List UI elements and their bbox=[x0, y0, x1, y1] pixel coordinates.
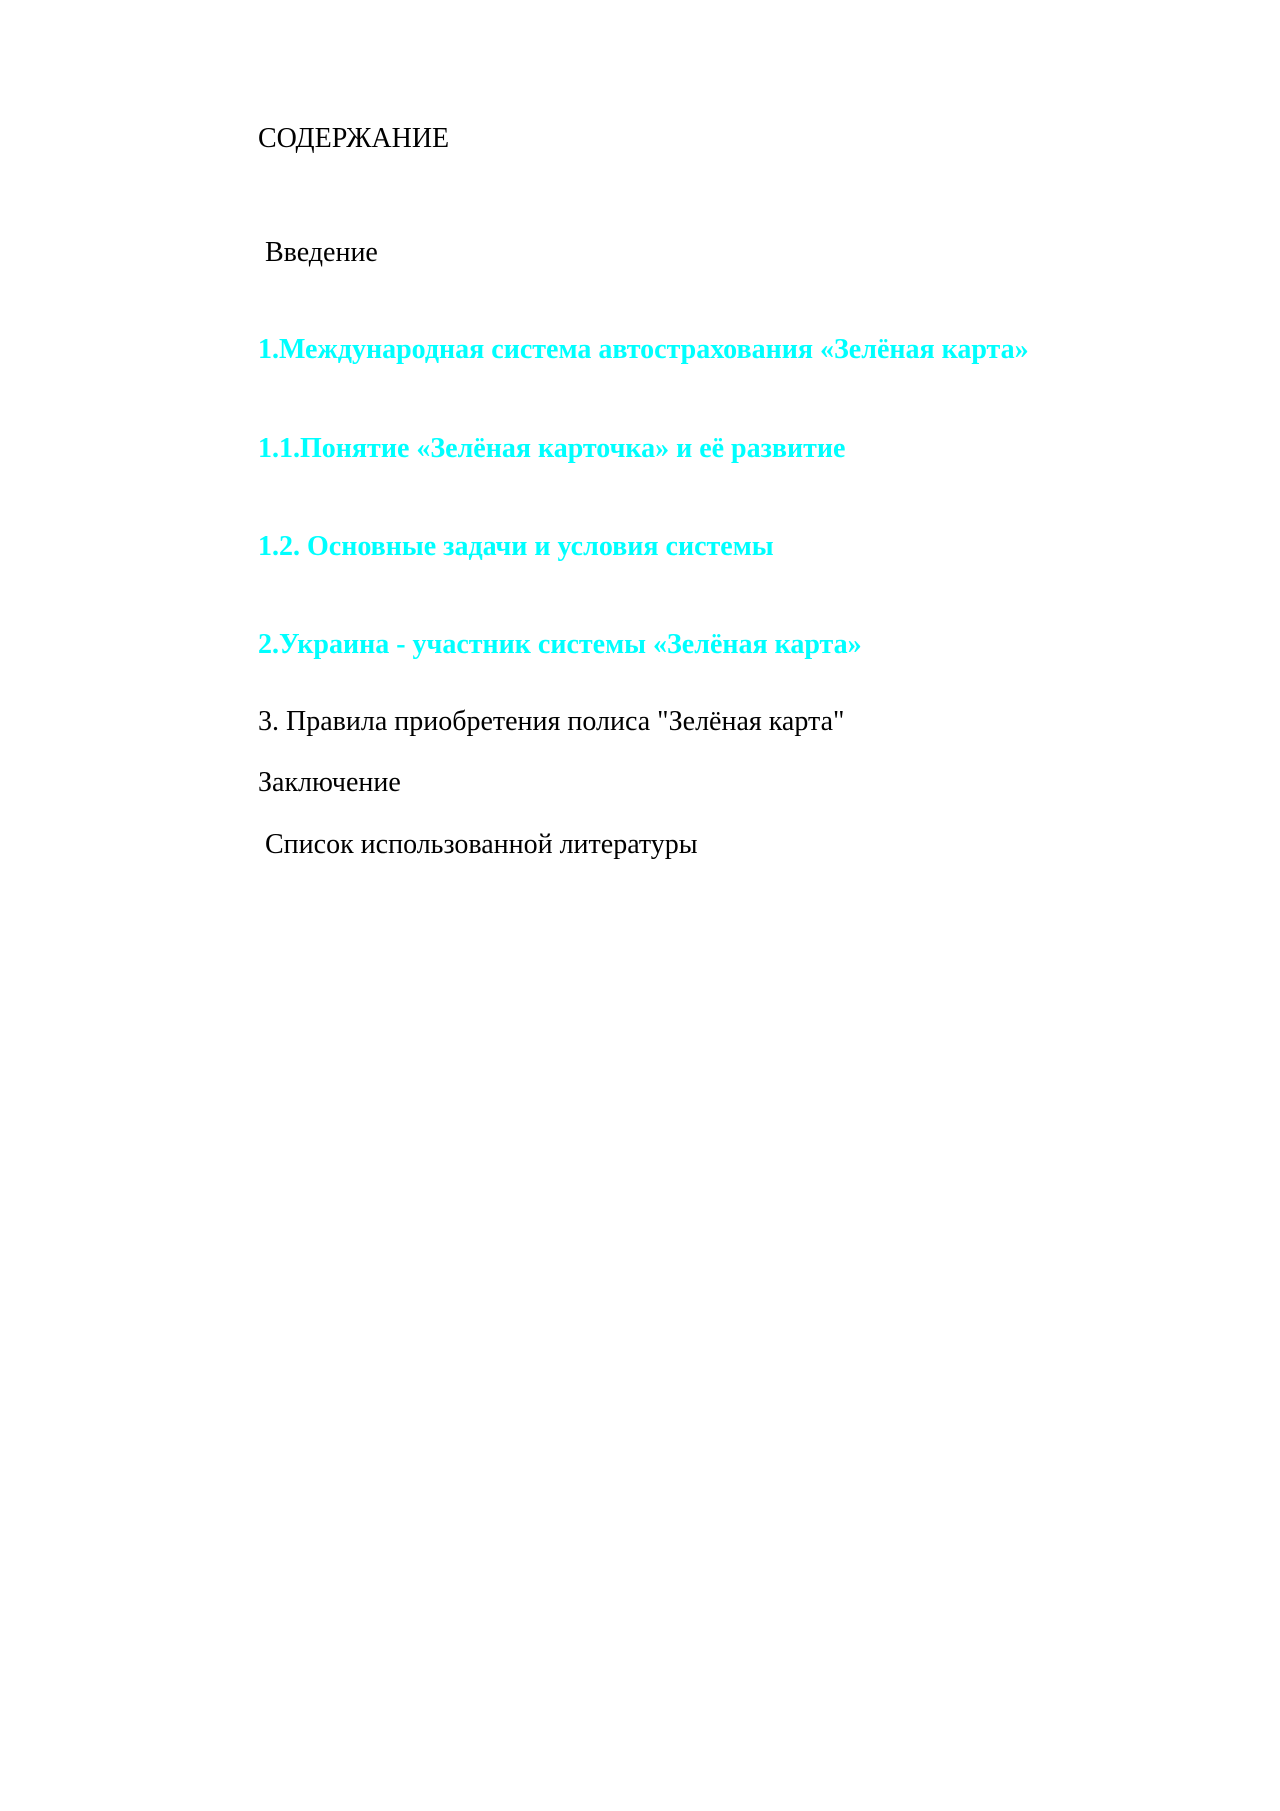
toc-link-section-1-1[interactable]: 1.1.Понятие «Зелёная карточка» и её развитие bbox=[258, 433, 846, 464]
toc-link-section-1-2[interactable]: 1.2. Основные задачи и условия системы bbox=[258, 531, 774, 562]
toc-item-intro: Введение bbox=[265, 237, 378, 268]
toc-link-section-1[interactable]: 1.Международная система автострахования «Зелёная карта» bbox=[258, 334, 1029, 365]
toc-item-section-3: 3. Правила приобретения полиса "Зелёная карта" bbox=[258, 706, 845, 737]
toc-item-conclusion: Заключение bbox=[258, 767, 401, 798]
toc-item-references: Список использованной литературы bbox=[265, 829, 698, 860]
toc-link-section-2[interactable]: 2.Украина - участник системы «Зелёная карта» bbox=[258, 629, 862, 660]
toc-title: СОДЕРЖАНИЕ bbox=[258, 123, 450, 154]
